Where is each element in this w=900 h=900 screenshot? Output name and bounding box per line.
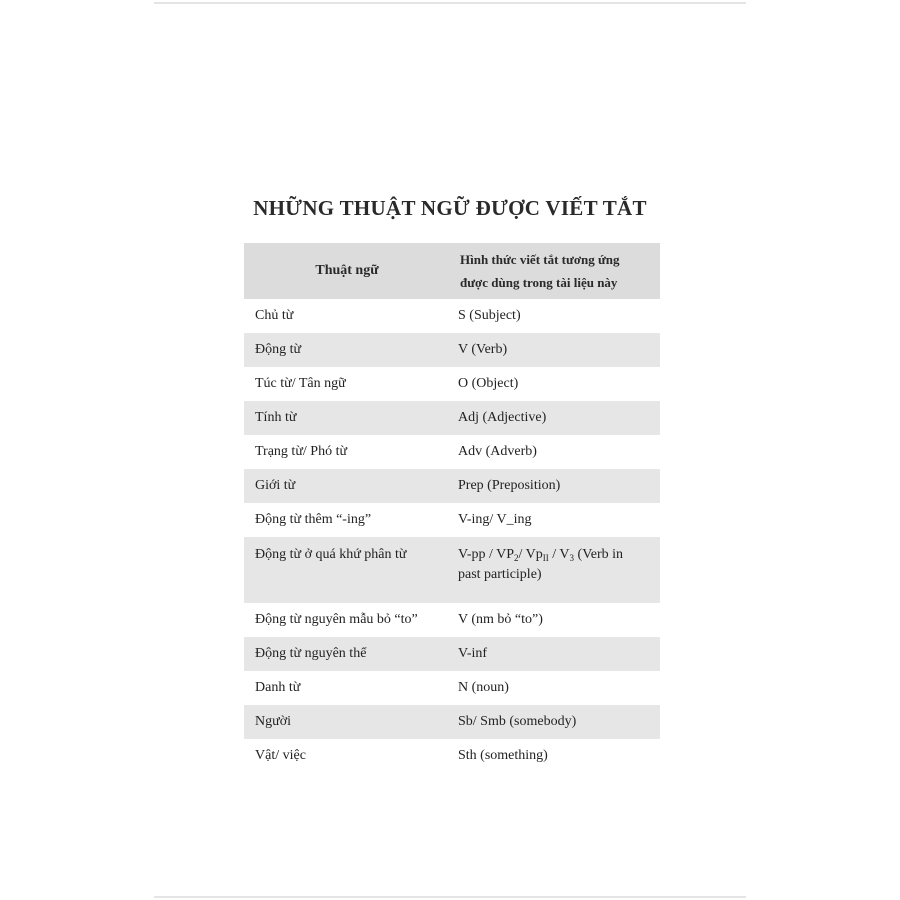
abbreviation-cell: O (Object) — [458, 376, 519, 391]
abbreviation-cell: S (Subject) — [458, 308, 521, 323]
table-header-row — [244, 243, 660, 299]
abbr-part-line2: past participle) — [458, 567, 542, 582]
abbreviation-table — [244, 243, 660, 773]
page-bottom-border — [154, 896, 746, 898]
abbreviation-cell: Sth (something) — [458, 748, 548, 763]
table-row — [244, 401, 660, 435]
table-row — [244, 299, 660, 333]
table-row — [244, 671, 660, 705]
table-row — [244, 705, 660, 739]
table-row — [244, 469, 660, 503]
header-abbreviation-line1: Hình thức viết tắt tương ứng — [460, 252, 620, 267]
abbr-sub-3: 3 — [569, 553, 575, 563]
abbreviation-cell: Adj (Adjective) — [450, 401, 660, 435]
table-row — [244, 739, 660, 773]
term-cell: Vật/ việc — [255, 748, 306, 763]
term-cell: Động từ nguyên thể — [244, 637, 450, 671]
term-cell: Động từ thêm “-ing” — [255, 512, 372, 527]
abbreviation-cell: Sb/ Smb (somebody) — [450, 705, 660, 739]
term-cell: Động từ ở quá khứ phân từ — [244, 537, 450, 603]
header-abbreviation-line2: được dùng trong tài liệu này — [460, 275, 618, 290]
abbr-part-d: (Verb in — [574, 547, 624, 562]
abbr-sub-2: 2 — [514, 553, 519, 563]
abbreviation-cell: N (noun) — [458, 680, 509, 695]
table-row — [244, 637, 660, 671]
term-cell: Danh từ — [255, 680, 301, 695]
table-row — [244, 537, 660, 603]
abbreviation-cell: V-ing/ V_ing — [458, 512, 532, 527]
abbr-sub-ii: II — [542, 553, 549, 563]
term-cell: Túc từ/ Tân ngữ — [255, 376, 346, 391]
term-cell: Giới từ — [244, 469, 450, 503]
abbr-part-c: / V — [548, 547, 570, 562]
header-abbreviation — [450, 243, 660, 299]
header-term: Thuật ngữ — [244, 243, 450, 299]
term-cell: Động từ nguyên mẫu bỏ “to” — [255, 612, 418, 627]
abbreviation-cell: V (nm bỏ “to”) — [458, 612, 543, 627]
term-cell: Tính từ — [244, 401, 450, 435]
abbreviation-cell: V-inf — [450, 637, 660, 671]
term-cell: Người — [244, 705, 450, 739]
term-cell: Chủ từ — [255, 308, 294, 323]
page-title: NHỮNG THUẬT NGỮ ĐƯỢC VIẾT TẮT — [253, 196, 647, 220]
abbreviation-cell: Adv (Adverb) — [458, 444, 537, 459]
abbreviation-cell: Prep (Preposition) — [450, 469, 660, 503]
term-cell: Trạng từ/ Phó từ — [255, 444, 348, 459]
page-top-border — [154, 2, 746, 4]
abbreviation-cell — [450, 537, 660, 603]
abbr-part-b: / Vp — [518, 547, 543, 562]
table-row — [244, 603, 660, 637]
table-row — [244, 435, 660, 469]
table-row — [244, 367, 660, 401]
abbr-part-a: V-pp / VP — [458, 547, 515, 562]
term-cell: Động từ — [244, 333, 450, 367]
abbreviation-cell: V (Verb) — [450, 333, 660, 367]
table-row — [244, 503, 660, 537]
table-row — [244, 333, 660, 367]
